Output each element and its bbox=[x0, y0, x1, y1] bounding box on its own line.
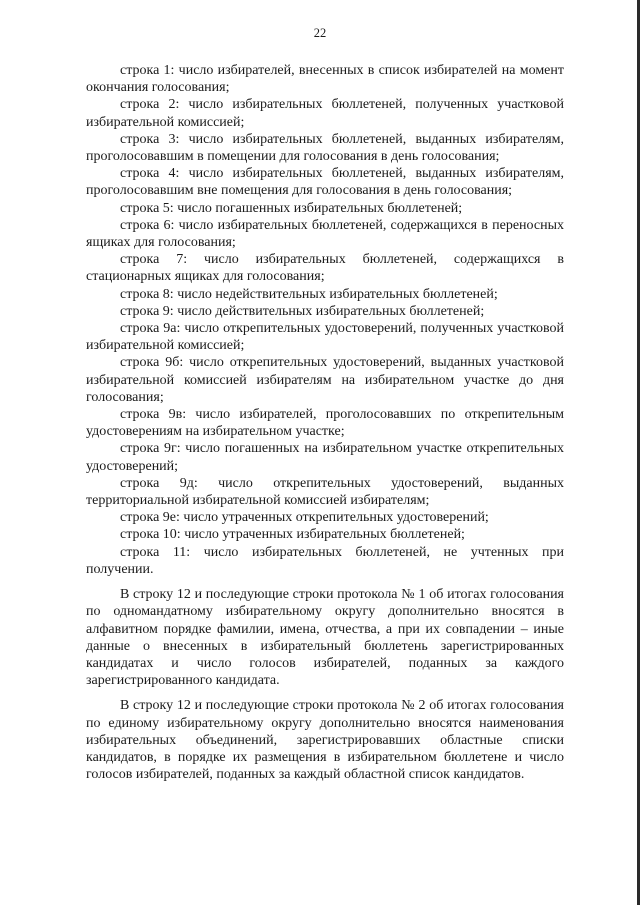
protocol-line-8: строка 8: число недействительных избирательных бюллетеней; bbox=[120, 286, 498, 302]
document-body bbox=[86, 62, 564, 783]
protocol-line-9b: строка 9б: число открепительных удостоверений, выданных участковой избирательной комиссией избирателям на избирательном участке до дня голосования; bbox=[86, 355, 564, 405]
protocol-line-9: строка 9: число действительных избирательных бюллетеней; bbox=[120, 303, 485, 319]
protocol-line-2: строка 2: число избирательных бюллетеней, полученных участковой избирательной комиссией; bbox=[86, 97, 564, 130]
protocol-line-9g: строка 9г: число погашенных на избирательном участке открепительных удостоверений; bbox=[86, 441, 564, 474]
protocol-line-9d: строка 9д: число открепительных удостоверений, выданных территориальной избирательной комиссией избирателям; bbox=[86, 475, 564, 509]
paragraph-protocol-2: В строку 12 и последующие строки протокола № 2 об итогах голосования по единому избирательному округу дополнительно вносятся наименования избирательных объединений, зарегистрировавших областные списки кандидатов, в порядке их размещения в избирательном бюллетене и число голосов избирателей, поданных за каждый областной список кандидатов. bbox=[86, 698, 564, 783]
protocol-line-4: строка 4: число избирательных бюллетеней, выданных избирателям, проголосовавшим вне помещения для голосования в день голосования; bbox=[86, 166, 564, 199]
protocol-line-7: строка 7: число избирательных бюллетеней, содержащихся в стационарных ящиках для голосования; bbox=[86, 252, 564, 285]
protocol-line-9v: строка 9в: число избирателей, проголосовавших по открепительным удостоверениям на избирательном участке; bbox=[86, 407, 564, 440]
paragraph-protocol-1: В строку 12 и последующие строки протокола № 1 об итогах голосования по одномандатному избирательному округу дополнительно вносятся в алфавитном порядке фамилии, имена, отчества, а при их совпадении – иные данные о внесенных в избирательный бюллетень зарегистрированных кандидатах и число голосов избирателей, поданных за каждого зарегистрированного кандидата. bbox=[86, 587, 564, 689]
protocol-line-10: строка 10: число утраченных избирательных бюллетеней; bbox=[120, 527, 465, 543]
protocol-line-1: строка 1: число избирателей, внесенных в список избирателей на момент окончания голосования; bbox=[86, 63, 564, 96]
page-number: 22 bbox=[313, 26, 327, 40]
protocol-lines-list bbox=[86, 62, 564, 578]
protocol-line-11: строка 11: число избирательных бюллетеней, не учтенных при получении. bbox=[86, 544, 564, 577]
protocol-line-6: строка 6: число избирательных бюллетеней, содержащихся в переносных ящиках для голосования; bbox=[86, 217, 564, 251]
protocol-line-3: строка 3: число избирательных бюллетеней, выданных избирателям, проголосовавшим в помещении для голосования в день голосования; bbox=[86, 131, 564, 165]
protocol-line-5: строка 5: число погашенных избирательных бюллетеней; bbox=[120, 200, 463, 216]
protocol-line-9a: строка 9а: число открепительных удостоверений, полученных участковой избирательной комиссией; bbox=[86, 321, 564, 354]
protocol-line-9e: строка 9е: число утраченных открепительных удостоверений; bbox=[120, 510, 489, 526]
